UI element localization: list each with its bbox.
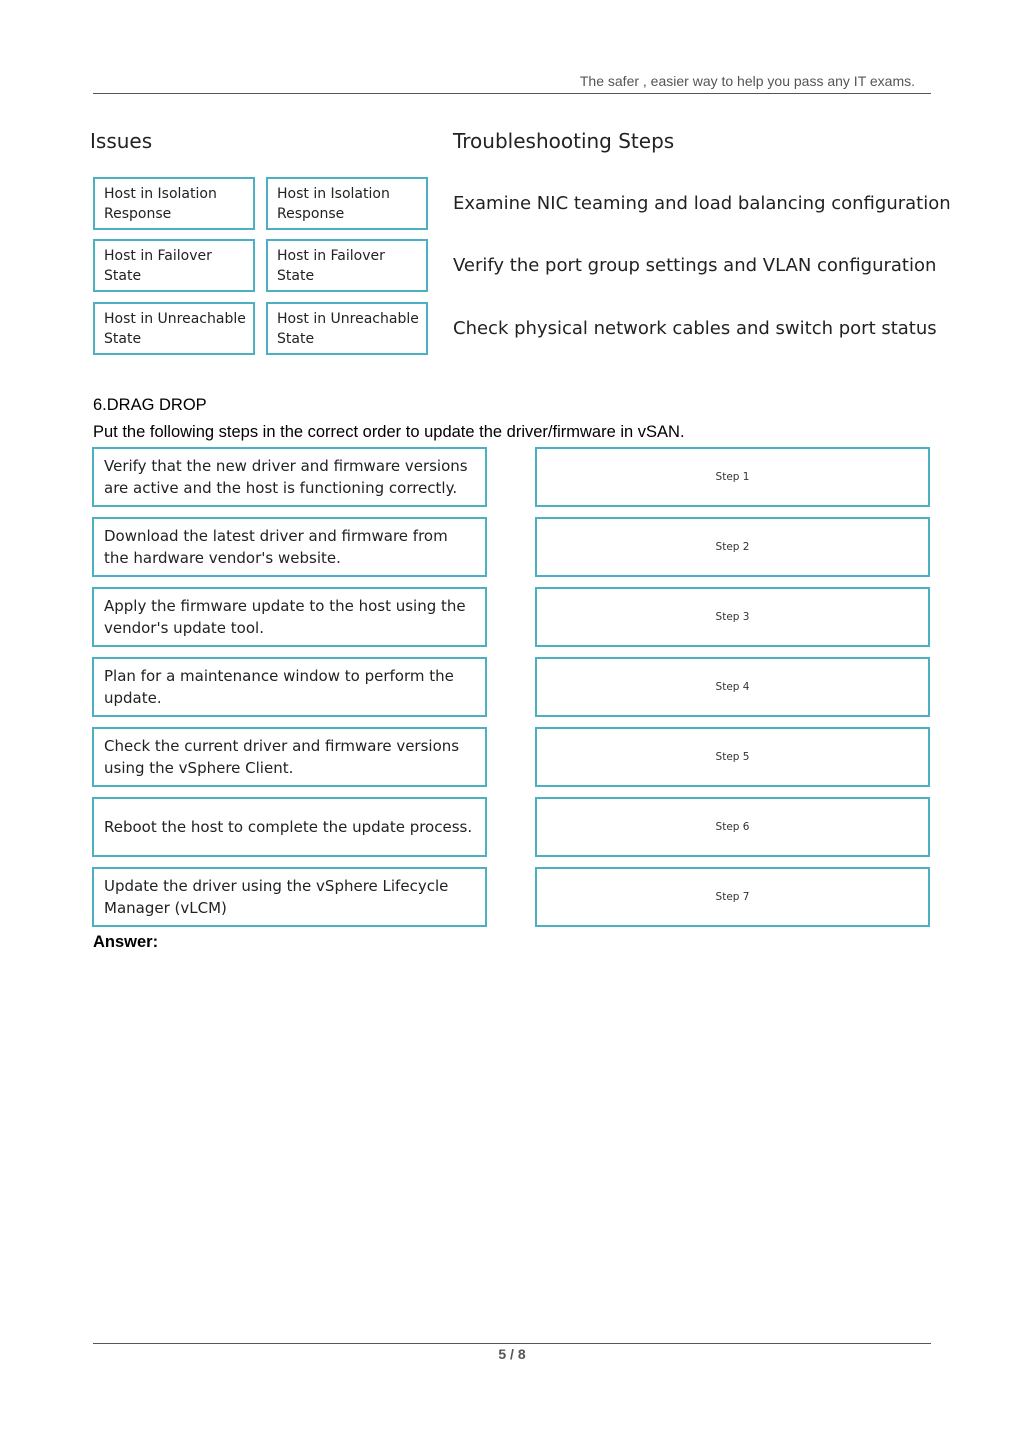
answer-label: Answer: [93,933,159,951]
drop-slot-label: Step 7 [715,891,750,903]
drop-slot-step-1[interactable] [535,447,930,507]
question-title: 6.DRAG DROP [93,396,207,414]
page-number: 5 / 8 [498,1346,526,1362]
issue-right-unreachable[interactable]: Host in Unreachable State [266,302,428,355]
drop-slot-label: Step 2 [715,541,750,553]
drop-slot-step-7[interactable] [535,867,930,927]
drag-item-check-versions[interactable]: Check the current driver and firmware versions using the vSphere Client. [92,727,487,787]
drop-slot-step-4[interactable] [535,657,930,717]
drop-slot-label: Step 1 [715,471,750,483]
header-divider [93,93,931,94]
drag-item-reboot[interactable]: Reboot the host to complete the update process. [92,797,487,857]
drop-slot-step-2[interactable] [535,517,930,577]
issue-left-unreachable[interactable]: Host in Unreachable State [93,302,255,355]
drag-item-update-driver[interactable]: Update the driver using the vSphere Lifecycle Manager (vLCM) [92,867,487,927]
question-prompt: Put the following steps in the correct order to update the driver/firmware in vSAN. [93,423,685,441]
footer-divider [93,1343,931,1344]
troubleshooting-step-nic-teaming: Examine NIC teaming and load balancing configuration [453,193,951,214]
issues-title: Issues [90,129,153,153]
drop-slot-label: Step 6 [715,821,750,833]
drag-item-plan-maintenance[interactable]: Plan for a maintenance window to perform the update. [92,657,487,717]
drop-slot-step-5[interactable] [535,727,930,787]
drop-slot-step-6[interactable] [535,797,930,857]
issue-right-failover[interactable]: Host in Failover State [266,239,428,292]
drag-item-verify[interactable]: Verify that the new driver and firmware versions are active and the host is functioning correctly. [92,447,487,507]
drop-slot-step-3[interactable] [535,587,930,647]
troubleshooting-steps-title: Troubleshooting Steps [453,129,675,153]
troubleshooting-step-cables: Check physical network cables and switch port status [453,318,937,339]
drop-slot-label: Step 5 [715,751,750,763]
drag-item-download[interactable]: Download the latest driver and firmware from the hardware vendor's website. [92,517,487,577]
drop-slot-label: Step 4 [715,681,750,693]
drag-item-apply-firmware[interactable]: Apply the firmware update to the host using the vendor's update tool. [92,587,487,647]
issue-left-isolation[interactable]: Host in Isolation Response [93,177,255,230]
header-tagline: The safer , easier way to help you pass any IT exams. [579,73,915,89]
issue-left-failover[interactable]: Host in Failover State [93,239,255,292]
troubleshooting-step-port-group: Verify the port group settings and VLAN configuration [453,255,937,276]
drop-slot-label: Step 3 [715,611,750,623]
issue-right-isolation[interactable]: Host in Isolation Response [266,177,428,230]
